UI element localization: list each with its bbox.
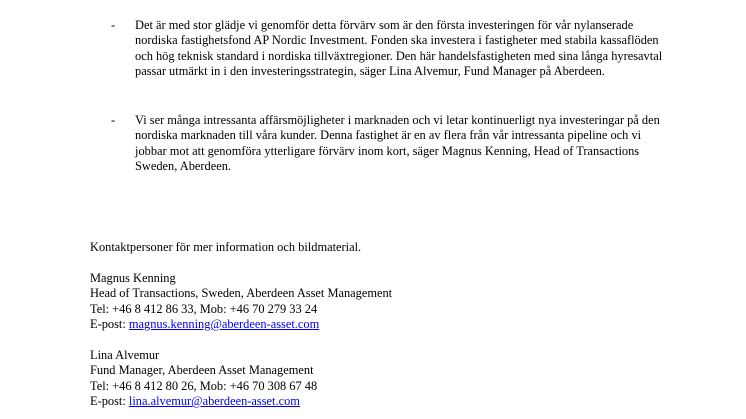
contact-name: Magnus Kenning: [90, 270, 176, 285]
quote-block: [135, 18, 675, 80]
quote-bullet: -: [111, 113, 116, 127]
contact-title: Fund Manager, Aberdeen Asset Management: [90, 363, 314, 378]
contact-email-row: [90, 394, 690, 409]
contact-section: [90, 240, 690, 409]
contact-phone: Tel: +46 8 412 80 26, Mob: +46 70 308 67 48: [90, 378, 318, 393]
contact-phone: Tel: +46 8 412 86 33, Mob: +46 70 279 33 24: [90, 301, 318, 316]
email-link[interactable]: lina.alvemur@aberdeen-asset.com: [128, 394, 300, 409]
email-label: E-post:: [90, 317, 129, 332]
contact-title: Head of Transactions, Sweden, Aberdeen Asset Management: [90, 286, 393, 301]
quote-block: [135, 113, 675, 175]
contact-intro: Kontaktpersoner för mer information och bildmaterial.: [90, 240, 362, 254]
quote-bullet: -: [111, 18, 116, 32]
email-label: E-post:: [90, 394, 129, 409]
quote-text: Vi ser många intressanta affärsmöjligheter i marknaden och vi letar kontinuerligt nya investeringar på den nordiska marknaden till våra kunder. Denna fastighet är en av flera från vår intressanta pipeline och vi jobbar mot att genomföra ytterligare förvärv inom kort, säger Magnus Kenning, Head of Transactions Sweden, Aberdeen.: [135, 113, 660, 174]
contact-name: Lina Alvemur: [90, 347, 160, 362]
contact-email-row: [90, 317, 690, 332]
quote-text: Det är med stor glädje vi genomför detta förvärv som är den första investeringen för vår nylanserade nordiska fastighetsfond AP Nordic Investment. Fonden ska investera i fastigheter med stabila kassaflöden och hög teknisk standard i nordiska tillväxtregioner. Den här handelsfastigheten med sina långa hyresavtal passar utmärkt in i den investeringsstrategin, säger Lina Alvemur, Fund Manager på Aberdeen.: [135, 18, 663, 79]
email-link[interactable]: magnus.kenning@aberdeen-asset.com: [128, 317, 320, 332]
